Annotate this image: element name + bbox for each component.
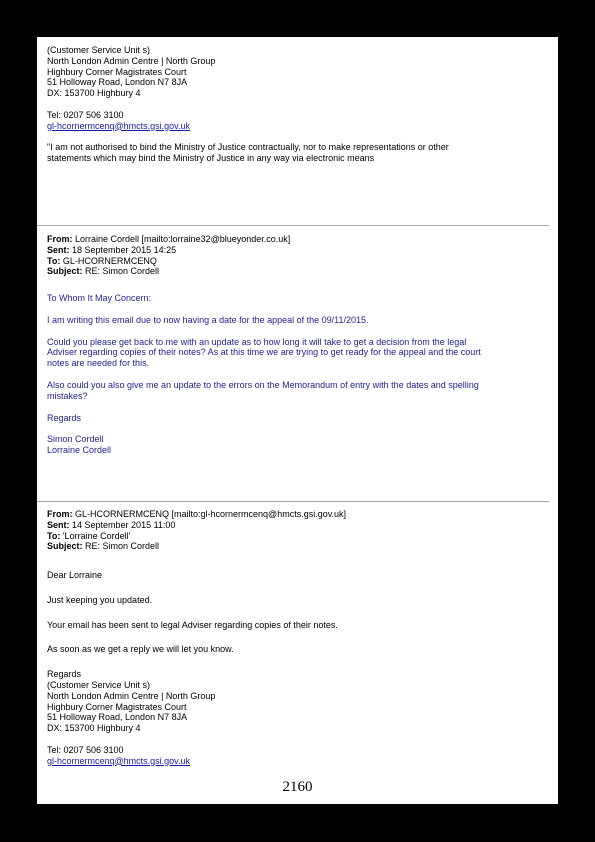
signature-name: Simon Cordell (47, 434, 104, 445)
paragraph: I am writing this email due to now having a date for the appeal of the 09/11/2015. (47, 314, 369, 325)
paragraph-line: mistakes? (47, 390, 88, 401)
subject-value: RE: Simon Cordell (85, 266, 160, 277)
email-header-1 (47, 234, 547, 277)
email-body-2 (47, 570, 547, 766)
from-label: From: (47, 234, 73, 244)
closing: Regards (47, 412, 82, 423)
signature-line: DX: 153700 Highbury 4 (47, 723, 141, 734)
telephone: Tel: 0207 506 3100 (47, 744, 124, 755)
greeting: To Whom It May Concern: (47, 293, 152, 303)
from-value: GL-HCORNERMCENQ [mailto:gl-hcornermcenq@hmcts.gsi.gov.uk] (75, 509, 347, 519)
subject-value: RE: Simon Cordell (85, 541, 160, 552)
page-number: 2160 (282, 779, 313, 795)
signature-line: Highbury Corner Magistrates Court (47, 66, 187, 77)
signature-line: DX: 153700 Highbury 4 (47, 88, 141, 99)
divider (37, 225, 549, 226)
signature-line: North London Admin Centre | North Group (47, 55, 216, 66)
sent-value: 14 September 2015 11:00 (72, 519, 176, 530)
paragraph: Your email has been sent to legal Adviser regarding copies of their notes. (47, 619, 338, 630)
paragraph: Just keeping you updated. (47, 594, 153, 605)
from-value: Lorraine Cordell [mailto:lorraine32@blueyonder.co.uk] (75, 234, 291, 244)
paragraph-line: Also could you also give me an update to the errors on the Memorandum of entry with the dates and spelling (47, 379, 479, 390)
signature-line: (Customer Service Unit s) (47, 45, 151, 55)
document-page (37, 37, 558, 804)
paragraph-line: notes are needed for this. (47, 358, 150, 369)
subject-label: Subject: (47, 266, 83, 277)
paragraph: As soon as we get a reply we will let you know. (47, 644, 234, 655)
sent-label: Sent: (47, 519, 70, 530)
email-body-1 (47, 293, 547, 456)
disclaimer-line: "I am not authorised to bind the Ministry of Justice contractually, nor to make representations or other (47, 142, 449, 153)
subject-label: Subject: (47, 541, 83, 552)
signature-line: Highbury Corner Magistrates Court (47, 701, 187, 712)
paragraph-line: Adviser regarding copies of their notes? As at this time we are trying to get ready for the appeal and the court (47, 347, 481, 358)
signature-line: 51 Holloway Road, London N7 8JA (47, 77, 188, 88)
signature-name: Lorraine Cordell (47, 445, 112, 456)
email-header-2 (47, 509, 547, 552)
signature-line: (Customer Service Unit s) (47, 679, 151, 690)
greeting: Dear Lorraine (47, 570, 103, 580)
from-label: From: (47, 509, 73, 519)
sent-label: Sent: (47, 244, 70, 255)
divider (37, 501, 549, 502)
signature-line: North London Admin Centre | North Group (47, 690, 216, 701)
to-label: To: (47, 530, 61, 541)
telephone: Tel: 0207 506 3100 (47, 109, 124, 120)
sent-value: 18 September 2015 14:25 (72, 244, 177, 255)
to-value: 'Lorraine Cordell' (62, 530, 131, 541)
to-label: To: (47, 255, 61, 266)
closing: Regards (47, 669, 82, 680)
paragraph-line: Could you please get back to me with an update as to how long it will take to get a decision from the legal (47, 336, 467, 347)
signature-block-top (47, 45, 547, 164)
to-value: GL-HCORNERMCENQ (62, 255, 157, 266)
email-link[interactable]: gl-hcornermcenq@hmcts.gsi.gov.uk (47, 120, 191, 131)
signature-line: 51 Holloway Road, London N7 8JA (47, 712, 188, 723)
disclaimer-line: statements which may bind the Ministry of Justice in any way via electronic means (47, 152, 375, 163)
email-link[interactable]: gl-hcornermcenq@hmcts.gsi.gov.uk (47, 755, 191, 766)
